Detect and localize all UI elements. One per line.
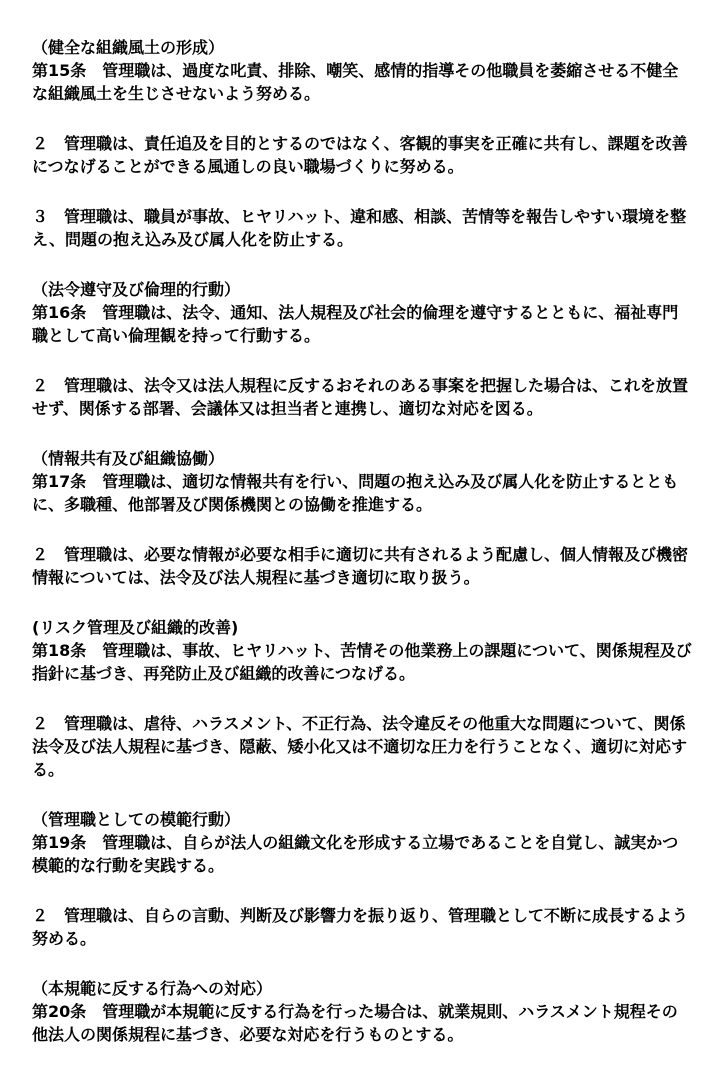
- article-heading: （情報共有及び組織協働）: [32, 449, 225, 468]
- article-heading: （本規範に反する行為への対応）: [32, 979, 273, 998]
- article-heading: （管理職としての模範行動）: [32, 810, 241, 829]
- article-section-20: [32, 977, 692, 1046]
- article-paragraph: ３ 管理職は、職員が事故、ヒヤリハット、違和感、相談、苦情等を報告しやすい環境を整え、問題の抱え込み及び属人化を防止する。: [32, 207, 687, 249]
- article-paragraph: ２ 管理職は、自らの言動、判断及び影響力を振り返り、管理職として不断に成長するよう努める。: [32, 906, 689, 948]
- article-paragraph: ２ 管理職は、責任追及を目的とするのではなく、客観的事実を正確に共有し、課題を改善につなげることができる風通しの良い職場づくりに努める。: [32, 134, 688, 176]
- article-section-17: [32, 447, 692, 589]
- article-heading: （法令遵守及び倫理的行動）: [32, 280, 241, 299]
- article-paragraph: 第18条 管理職は、事故、ヒヤリハット、苦情その他業務上の課題について、関係規程及び指針に基づき、再発防止及び組織的改善につなげる。: [32, 641, 692, 683]
- article-paragraph: 第19条 管理職は、自らが法人の組織文化を形成する立場であることを自覚し、誠実かつ模範的な行動を実践する。: [32, 833, 679, 875]
- article-paragraph: 第20条 管理職が本規範に反する行為を行った場合は、就業規則、ハラスメント規程その他法人の関係規程に基づき、必要な対応を行うものとする。: [32, 1002, 678, 1044]
- article-paragraph: 第16条 管理職は、法令、通知、法人規程及び社会的倫理を遵守するとともに、福祉専門職として高い倫理観を持って行動する。: [32, 303, 679, 345]
- article-paragraph: ２ 管理職は、虐待、ハラスメント、不正行為、法令違反その他重大な問題について、関係法令及び法人規程に基づき、隠蔽、矮小化又は不適切な圧力を行うことなく、適切に対応する。: [32, 714, 688, 779]
- article-section-15: [32, 36, 692, 251]
- document-body: [32, 36, 692, 1073]
- article-section-16: [32, 278, 692, 420]
- article-paragraph: 第17条 管理職は、適切な情報共有を行い、問題の抱え込み及び属人化を防止するとともに、多職種、他部署及び関係機関との協働を推進する。: [32, 472, 679, 514]
- article-paragraph: 第15条 管理職は、過度な叱責、排除、嘲笑、感情的指導その他職員を萎縮させる不健全な組織風土を生じさせないよう努める。: [32, 61, 679, 103]
- article-section-19: [32, 808, 692, 950]
- article-paragraph: ２ 管理職は、必要な情報が必要な相手に適切に共有されるよう配慮し、個人情報及び機密情報については、法令及び法人規程に基づき適切に取り扱う。: [32, 545, 689, 587]
- article-section-18: [32, 616, 692, 781]
- article-paragraph: ２ 管理職は、法令又は法人規程に反するおそれのある事案を把握した場合は、これを放置せず、関係する部署、会議体又は担当者と連携し、適切な対応を図る。: [32, 376, 689, 418]
- article-heading: (リスク管理及び組織的改善): [32, 618, 239, 637]
- article-heading: （健全な組織風土の形成）: [32, 38, 225, 57]
